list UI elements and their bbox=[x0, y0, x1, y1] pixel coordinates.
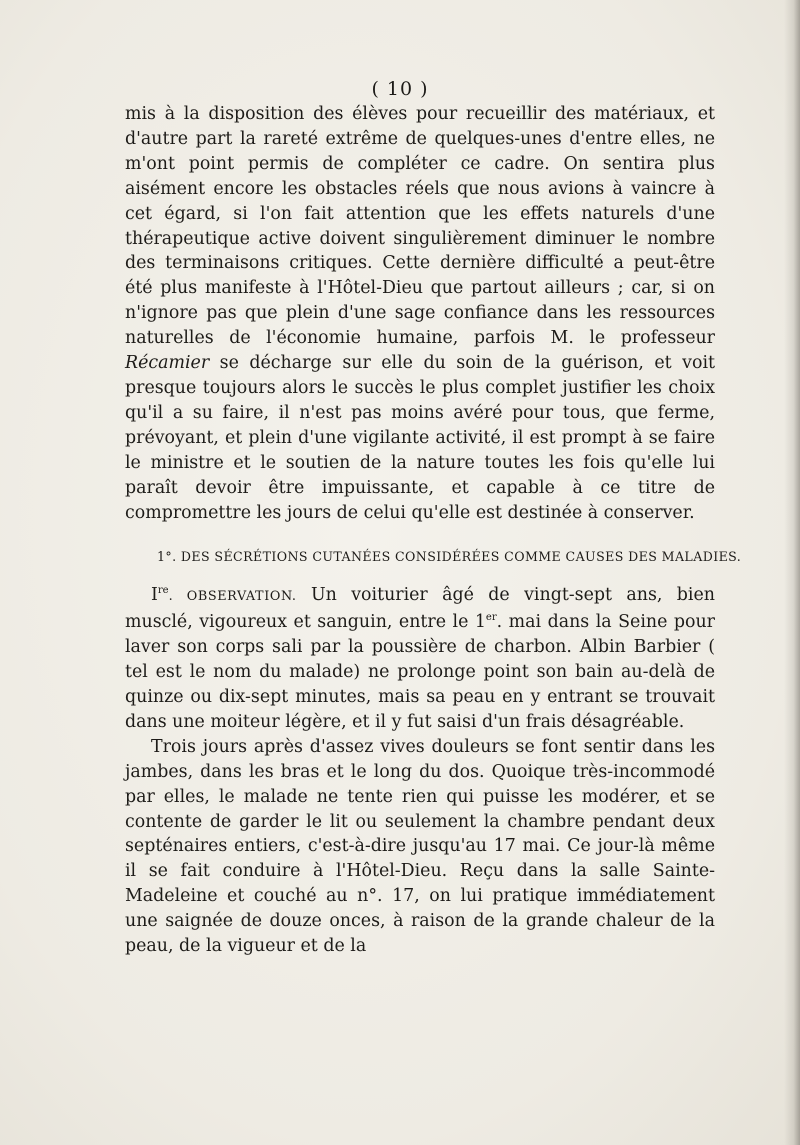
page-number: ( 10 ) bbox=[371, 78, 429, 100]
date-sup: er bbox=[485, 612, 497, 624]
observation-number: I bbox=[151, 585, 158, 606]
page-body bbox=[125, 102, 742, 959]
name-recamier: Récamier bbox=[125, 353, 210, 374]
section-heading: 1°. DES SÉCRÉTIONS CUTANÉES CONSIDÉRÉES COMME CAUSES DES MALADIES. bbox=[157, 549, 742, 565]
observation-text-b: . mai dans la Seine pour laver son corps sali par la poussière de charbon. Albin Barbier ( tel est le nom du malade) ne prolonge point son bain au-delà de quinze ou dix-sept minutes, mais sa peau en y entrant se trouvait dans une moiteur légère, et il y fut saisi d'un frais désagréable. bbox=[125, 612, 715, 732]
page-edge-shadow bbox=[784, 0, 800, 1145]
observation-text-a: Un voiturier âgé de vingt-sept ans, bien musclé, vigoureux et sanguin, entre le 1 bbox=[125, 585, 715, 633]
paragraph-1-text-a: mis à la disposition des élèves pour recueillir des matériaux, et d'autre part la rareté extrême de quelques-unes d'entre elles, ne m'ont point permis de compléter ce cadre. On sentira plus aisément encore les obstacles réels que nous avions à vaincre à cet égard, si l'on fait attention que les effets naturels d'une thérapeutique active doivent singulièrement diminuer le nombre des terminaisons critiques. Cette dernière difficulté a peut-être été plus manifeste à l'Hôtel-Dieu que partout ailleurs ; car, si on n'ignore pas que plein d'une sage confiance dans les ressources naturelles de l'économie humaine, parfois M. le professeur bbox=[125, 104, 715, 349]
paragraph-1-text-b: se décharge sur elle du soin de la guérison, et voit presque toujours alors le succès le plus complet justifier les choix qu'il a su faire, il n'est pas moins avéré pour tous, que ferme, prévoyant, et plein d'une vigilante activité, il est prompt à se faire le ministre et le soutien de la nature toutes les fois qu'elle lui paraît devoir être impuissante, et capable à ce titre de compromettre les jours de celui qu'elle est destinée à conserver. bbox=[125, 353, 716, 523]
observation-label: . OBSERVATION. bbox=[168, 589, 297, 605]
observation-paragraph bbox=[125, 583, 715, 734]
paragraph-3: Trois jours après d'assez vives douleurs se font sentir dans les jambes, dans les bras et le long du dos. Quoique très-incommodé par elles, le malade ne tente rien qui puisse les modérer, et se contente de garder le lit ou seulement la chambre pendant deux septénaires entiers, c'est-à-dire jusqu'au 17 mai. Ce jour-là même il se fait conduire à l'Hôtel-Dieu. Reçu dans la salle Sainte-Madeleine et couché au n°. 17, on lui pratique immédiatement une saignée de douze onces, à raison de la grande chaleur de la peau, de la vigueur et de la bbox=[125, 736, 715, 957]
paragraph-1 bbox=[125, 102, 715, 525]
observation-number-sup: re bbox=[157, 585, 169, 597]
